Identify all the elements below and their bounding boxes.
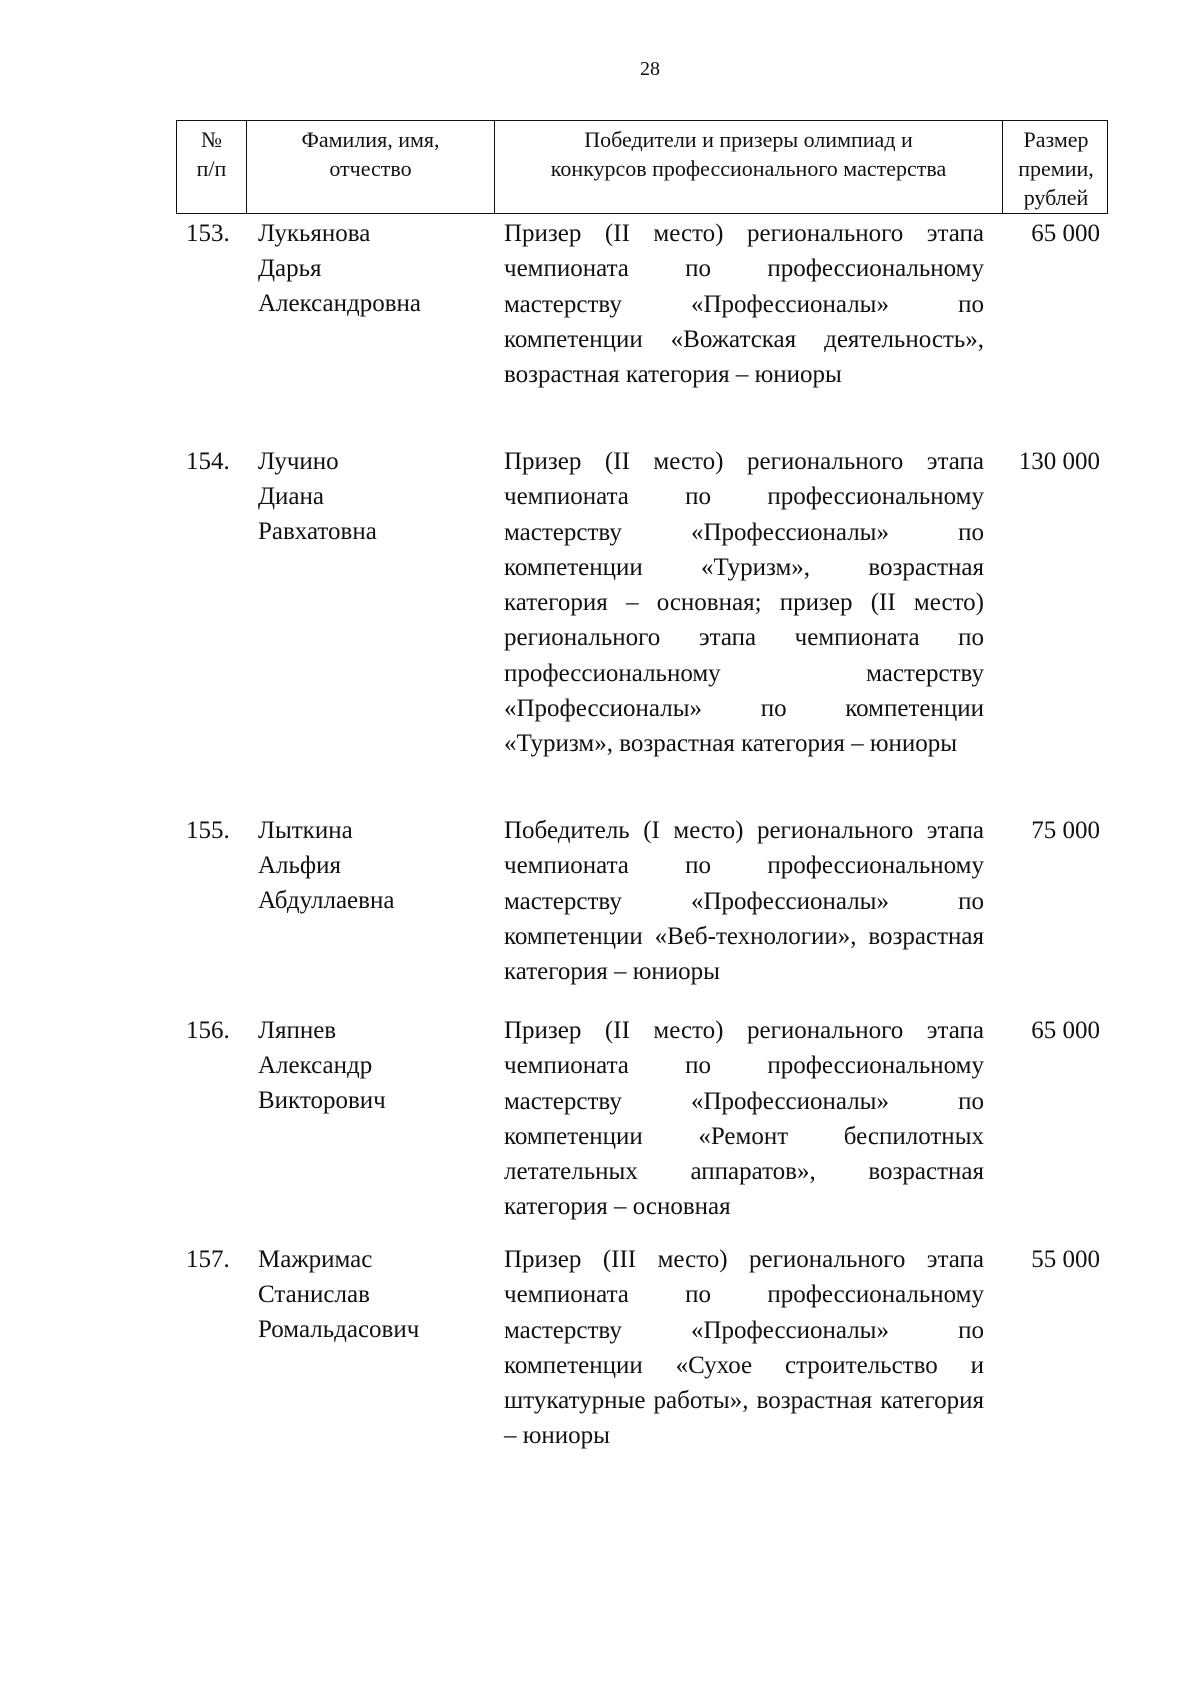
award-amount: 75 000: [1031, 817, 1100, 844]
header-num-line1: №: [201, 127, 222, 152]
surname: Мажримас: [258, 1246, 373, 1273]
header-num: [177, 121, 247, 213]
header-name-line2: отчество: [329, 156, 412, 181]
header-desc-line2: конкурсов профессионального мастерства: [550, 156, 947, 181]
person-name: [258, 1242, 488, 1347]
award-description: Призер (II место) регионального этапа чемпионата по профессиональному мастерству «Профессионалы» по компетенции «Вожатская деятельность», возрастная категория – юниоры: [504, 220, 984, 389]
header-name-line1: Фамилия, имя,: [301, 127, 440, 152]
award-amount: 55 000: [1031, 1246, 1100, 1273]
first-name: Станислав: [258, 1281, 370, 1308]
header-amount: [1003, 121, 1109, 213]
header-name: [247, 121, 495, 213]
first-name: Дарья: [258, 255, 322, 282]
surname: Лучино: [258, 448, 339, 475]
person-name: [258, 813, 488, 918]
award-amount: 65 000: [1031, 1017, 1100, 1044]
award-amount: 65 000: [1031, 220, 1100, 247]
person-name: [258, 1013, 488, 1118]
header-amount-line2: премии,: [1018, 156, 1094, 181]
award-description: Призер (II место) регионального этапа чемпионата по профессиональному мастерству «Профессионалы» по компетенции «Ремонт беспилотных летательных аппаратов», возрастная категория – основная: [504, 1017, 984, 1221]
surname: Ляпнев: [258, 1017, 337, 1044]
award-amount: 130 000: [1018, 448, 1100, 475]
row-number: 154.: [186, 448, 230, 475]
row-number: 153.: [186, 220, 230, 247]
row-number: 156.: [186, 1017, 230, 1044]
award-description: Призер (III место) регионального этапа чемпионата по профессиональному мастерству «Профессионалы» по компетенции «Сухое строительство и штукатурные работы», возрастная категория – юниоры: [504, 1246, 984, 1450]
page-number: 28: [640, 58, 660, 80]
header-num-line2: п/п: [196, 156, 227, 181]
first-name: Альфия: [258, 852, 342, 879]
first-name: Александр: [258, 1052, 373, 1079]
table-header: [176, 120, 1108, 214]
row-number: 157.: [186, 1246, 230, 1273]
person-name: [258, 216, 488, 321]
person-name: [258, 444, 488, 549]
patronymic: Равхатовна: [258, 518, 377, 545]
patronymic: Абдуллаевна: [258, 887, 395, 914]
award-description: Призер (II место) регионального этапа чемпионата по профессиональному мастерству «Профессионалы» по компетенции «Туризм», возрастная категория – основная; призер (II место) регионального этапа чемпионата по профессиональному мастерству «Профессионалы» по компетенции «Туризм», возрастная категория – юниоры: [504, 448, 984, 758]
patronymic: Викторович: [258, 1087, 386, 1114]
patronymic: Александровна: [258, 290, 422, 317]
header-amount-line1: Размер: [1023, 127, 1089, 152]
first-name: Диана: [258, 483, 325, 510]
header-desc-line1: Победители и призеры олимпиад и: [584, 127, 913, 152]
patronymic: Ромальдасович: [258, 1316, 420, 1343]
surname: Лыткина: [258, 817, 353, 844]
award-description: Победитель (I место) регионального этапа чемпионата по профессиональному мастерству «Профессионалы» по компетенции «Веб-технологии», возрастная категория – юниоры: [504, 817, 984, 986]
surname: Лукьянова: [258, 220, 371, 247]
header-amount-line3: рублей: [1023, 185, 1089, 210]
header-description: [495, 121, 1003, 213]
row-number: 155.: [186, 817, 230, 844]
